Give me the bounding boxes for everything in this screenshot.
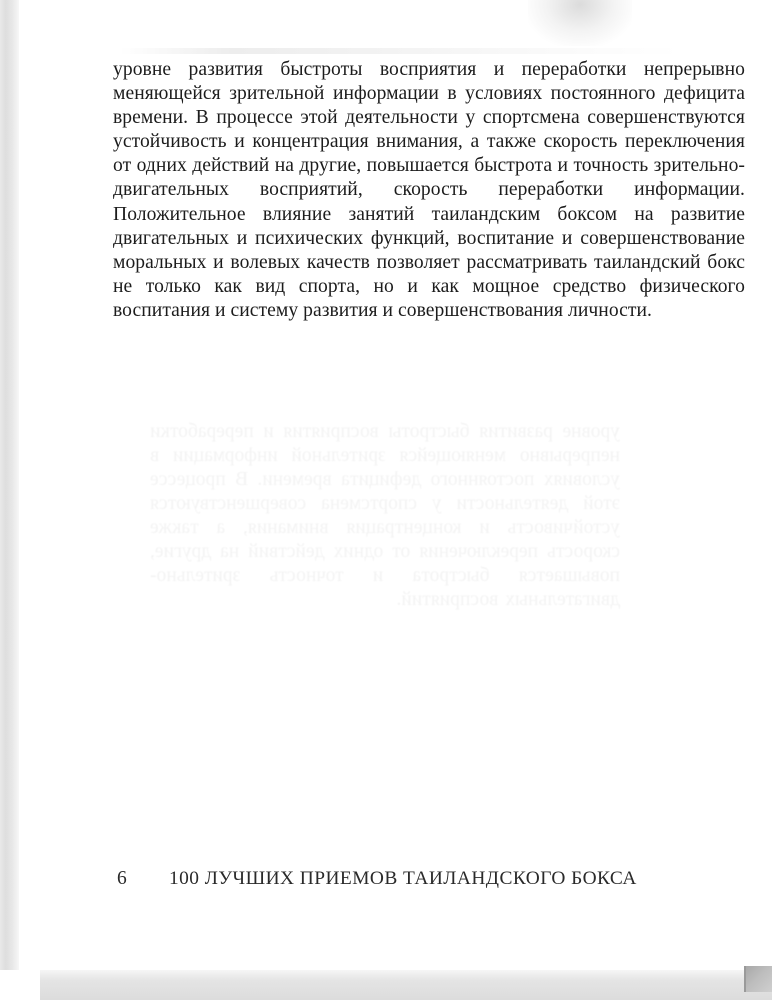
paragraph-text: уровне развития быстроты восприятия и переработки непрерывно меняющейся зрительной информации в условиях постоянного дефицита времени. В процессе этой деятельности у спортсмена совершенствуются устойчивость и концентрация внимания, а также скорость переключения от одних действий на другие, повышается быстрота и точность зрительно-двигательных восприятий, скорость переработки информации. Положительное влияние занятий таиландским боксом на развитие двигательных и психических функций, воспитание и совершенствование моральных и волевых качеств позволяет рассматривать таиландский бокс не только как вид спорта, но и как мощное средство физического воспитания и систему развития и совершенствования личности. (113, 59, 745, 321)
scan-edge-shadow-left (0, 0, 19, 978)
page-number: 6 (117, 868, 127, 889)
body-paragraph (113, 58, 745, 323)
running-title: 100 ЛУЧШИХ ПРИЕМОВ ТАИЛАНДСКОГО БОКСА (169, 868, 637, 889)
page-footer (113, 866, 745, 896)
scan-smudge-top (528, 0, 632, 46)
scan-edge-shadow-bottom (0, 970, 772, 1000)
scan-corner-artifact (746, 966, 772, 992)
scan-artifact-top-line (120, 48, 680, 54)
bleed-through-ghost-text: уровне развития быстроты восприятия и переработки непрерывно меняющейся зрительной информации в условиях постоянного дефицита времени. В процессе этой деятельности у спортсмена совершенствуются устойчивость и концентрация внимания, а также скорость переключения от одних действий на другие, повышается быстрота и точность зрительно-двигательных восприятий. (150, 421, 620, 610)
